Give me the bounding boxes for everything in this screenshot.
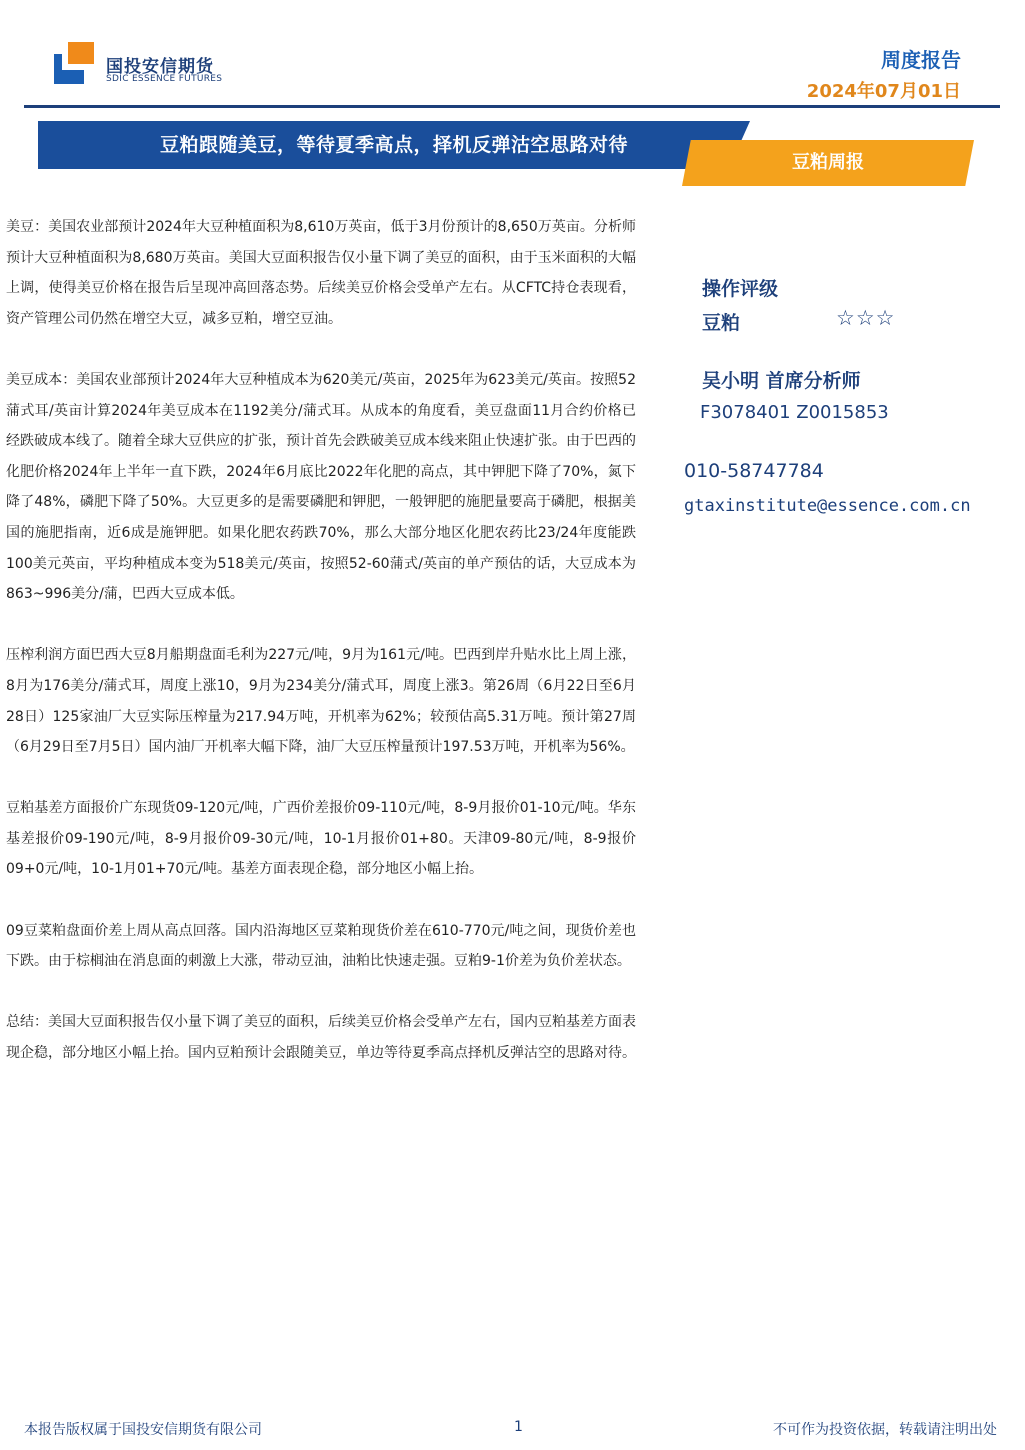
paragraph-us-cost: 美豆成本：美国农业部预计2024年大豆种植成本为620美元/英亩，2025年为623美元/英亩。按照52蒲式耳/英亩计算2024年美豆成本在1192美分/蒲式耳。从成本的角度看，美豆盘面11月合约价格已经跌破成本线了。随着全球大豆供应的扩张，预计首先会跌破美豆成本线来阻止快速扩张。由于巴西的化肥价格2024年上半年一直下跌，2024年6月底比2022年化肥的高点，其中钾肥下降了70%，氮下降了48%，磷肥下降了50%。大豆更多的是需要磷肥和钾肥，一般钾肥的施肥量要高于磷肥，根据美国的施肥指南，近6成是施钾肥。如果化肥农药跌70%，那么大部分地区化肥农药比23/24年度能跌100美元英亩，平均种植成本变为518美元/英亩，按照52-60蒲式/英亩的单产预估的话，大豆成本为863~996美分/蒲，巴西大豆成本低。: [6, 371, 636, 603]
company-name-en: SDIC ESSENCE FUTURES: [106, 74, 223, 84]
contact-phone: 010-58747784: [684, 460, 824, 482]
analyst-license-ids: F3078401 Z0015853: [700, 402, 889, 423]
report-type: 周度报告: [881, 48, 961, 72]
paragraph-summary: 总结：美国大豆面积报告仅小量下调了美豆的面积，后续美豆价格会受单产左右，国内豆粕基差方面表现企稳，部分地区小幅上抬。国内豆粕预计会跟随美豆，单边等待夏季高点择机反弹沽空的思路对待。: [6, 1014, 636, 1062]
contact-email[interactable]: gtaxinstitute@essence.com.cn: [684, 496, 971, 516]
rating-item: 豆粕: [702, 312, 741, 334]
header-divider: [24, 105, 1000, 108]
rating-stars-icon: ☆☆☆: [836, 306, 896, 330]
footer-copyright: 本报告版权属于国投安信期货有限公司: [24, 1422, 262, 1438]
report-subtitle: 豆粕周报: [792, 152, 864, 173]
paragraph-crush-margin: 压榨利润方面巴西大豆8月船期盘面毛利为227元/吨，9月为161元/吨。巴西到岸升贴水比上周上涨，8月为176美分/蒲式耳，周度上涨10，9月为234美分/蒲式耳，周度上涨3。第26周（6月22日至6月28日）125家油厂大豆实际压榨量为217.94万吨，开机率为62%；较预估高5.31万吨。预计第27周（6月29日至7月5日）国内油厂开机率大幅下降，油厂大豆压榨量预计197.53万吨，开机率为56%。: [6, 647, 636, 756]
company-logo: [54, 42, 98, 84]
footer-disclaimer: 不可作为投资依据，转载请注明出处: [773, 1422, 997, 1438]
paragraph-spread: 09豆菜粕盘面价差上周从高点回落。国内沿海地区豆菜粕现货价差在610-770元/吨之间，现货价差也下跌。由于棕榈油在消息面的刺激上大涨，带动豆油，油粕比快速走强。豆粕9-1价差为负价差状态。: [6, 922, 636, 970]
rating-heading: 操作评级: [702, 278, 779, 300]
report-date: 2024年07月01日: [806, 81, 961, 102]
paragraph-us-soy: 美豆：美国农业部预计2024年大豆种植面积为8,610万英亩，低于3月份预计的8,650万英亩。分析师预计大豆种植面积为8,680万英亩。美国大豆面积报告仅小量下调了美豆的面积，由于玉米面积的大幅上调，使得美豆价格在报告后呈现冲高回落态势。后续美豆价格会受单产左右。从CFTC持仓表现看，资产管理公司仍然在增空大豆，减多豆粕，增空豆油。: [6, 219, 636, 327]
page-number: 1: [514, 1419, 523, 1435]
report-body: [6, 212, 636, 1099]
company-name-cn: 国投安信期货: [106, 57, 214, 77]
report-title: 豆粕跟随美豆，等待夏季高点，择机反弹沽空思路对待: [159, 134, 628, 156]
analyst-name: 吴小明 首席分析师: [702, 370, 861, 392]
paragraph-basis: 豆粕基差方面报价广东现货09-120元/吨，广西价差报价09-110元/吨，8-9月报价01-10元/吨。华东基差报价09-190元/吨，8-9月报价09-30元/吨，10-1月报价01+80。天津09-80元/吨，8-9报价09+0元/吨，10-1月01+70元/吨。基差方面表现企稳，部分地区小幅上抬。: [6, 800, 636, 878]
